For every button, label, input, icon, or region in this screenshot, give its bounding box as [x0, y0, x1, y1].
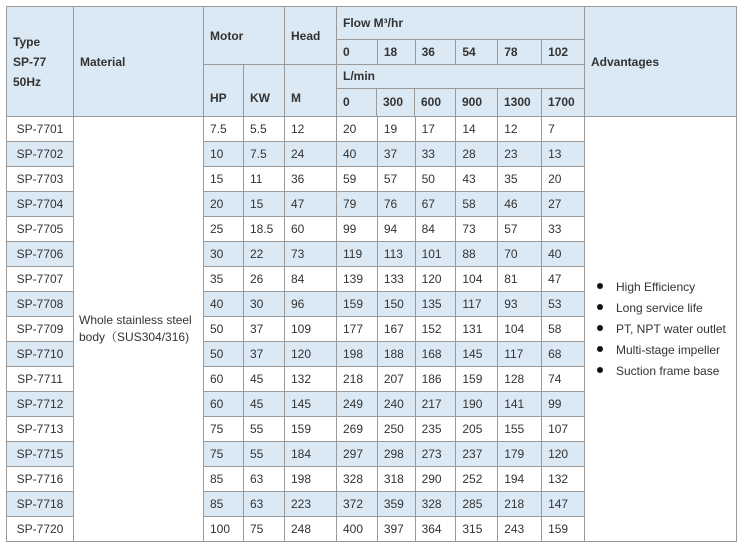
advantage-text: Multi-stage impeller: [616, 342, 721, 357]
head-cell: 132: [285, 367, 337, 392]
flow-lmin-value: 900: [456, 89, 498, 116]
model-cell: SP-7709: [7, 317, 74, 342]
flow-cell: 235: [415, 417, 456, 442]
flow-m3-value: 18: [377, 40, 415, 65]
advantage-text: PT, NPT water outlet: [616, 321, 726, 336]
flow-lmin-value: 0: [337, 89, 377, 116]
flow-cell: 35: [498, 167, 542, 192]
flow-cell: 285: [456, 492, 498, 517]
flow-lmin-value: 600: [415, 89, 456, 116]
type-label: Type: [13, 34, 41, 49]
hp-cell: 10: [204, 142, 244, 167]
series-label: SP-77: [13, 54, 47, 69]
flow-cell: 14: [456, 117, 498, 142]
kw-cell: 11: [244, 167, 285, 192]
frequency-label: 50Hz: [13, 74, 42, 89]
head-cell: 24: [285, 142, 337, 167]
flow-cell: 67: [415, 192, 456, 217]
hp-header: HP: [204, 65, 244, 117]
hp-cell: 60: [204, 367, 244, 392]
flow-cell: 167: [377, 317, 415, 342]
flow-cell: 68: [542, 342, 585, 367]
flow-cell: 17: [415, 117, 456, 142]
flow-cell: 207: [377, 367, 415, 392]
flow-m3-header: Flow M³/hr: [337, 7, 585, 40]
flow-cell: 150: [377, 292, 415, 317]
advantage-item: [597, 340, 736, 361]
flow-cell: 177: [337, 317, 378, 342]
bullet-icon: [597, 304, 603, 310]
flow-cell: 328: [337, 467, 378, 492]
flow-cell: 198: [337, 342, 378, 367]
flow-cell: 37: [377, 142, 415, 167]
flow-cell: 27: [542, 192, 585, 217]
model-cell: SP-7715: [7, 442, 74, 467]
kw-cell: 18.5: [244, 217, 285, 242]
flow-cell: 40: [542, 242, 585, 267]
head-cell: 159: [285, 417, 337, 442]
advantage-item: [597, 277, 736, 298]
flow-cell: 104: [498, 317, 542, 342]
flow-cell: 20: [337, 117, 378, 142]
flow-cell: 159: [542, 517, 585, 542]
flow-cell: 33: [415, 142, 456, 167]
hp-cell: 75: [204, 417, 244, 442]
head-cell: 109: [285, 317, 337, 342]
flow-cell: 13: [542, 142, 585, 167]
head-cell: 84: [285, 267, 337, 292]
model-cell: SP-7702: [7, 142, 74, 167]
flow-cell: 19: [377, 117, 415, 142]
flow-cell: 145: [456, 342, 498, 367]
flow-cell: 298: [377, 442, 415, 467]
kw-cell: 75: [244, 517, 285, 542]
model-cell: SP-7708: [7, 292, 74, 317]
kw-cell: 45: [244, 367, 285, 392]
flow-cell: 372: [337, 492, 378, 517]
flow-cell: 107: [542, 417, 585, 442]
flow-cell: 159: [337, 292, 378, 317]
flow-cell: 113: [377, 242, 415, 267]
head-cell: 12: [285, 117, 337, 142]
flow-cell: 117: [456, 292, 498, 317]
advantages-cell: [585, 117, 737, 542]
model-cell: SP-7701: [7, 117, 74, 142]
flow-cell: 139: [337, 267, 378, 292]
flow-cell: 128: [498, 367, 542, 392]
flow-cell: 218: [337, 367, 378, 392]
flow-cell: 79: [337, 192, 378, 217]
advantages-list: [597, 277, 736, 382]
flow-cell: 152: [415, 317, 456, 342]
flow-cell: 168: [415, 342, 456, 367]
flow-cell: 190: [456, 392, 498, 417]
flow-cell: 120: [542, 442, 585, 467]
flow-cell: 59: [337, 167, 378, 192]
flow-cell: 147: [542, 492, 585, 517]
flow-cell: 74: [542, 367, 585, 392]
hp-cell: 15: [204, 167, 244, 192]
model-cell: SP-7720: [7, 517, 74, 542]
flow-cell: 7: [542, 117, 585, 142]
flow-cell: 50: [415, 167, 456, 192]
flow-cell: 93: [498, 292, 542, 317]
kw-cell: 37: [244, 317, 285, 342]
flow-m3-value: 102: [542, 40, 585, 65]
kw-cell: 22: [244, 242, 285, 267]
head-cell: 47: [285, 192, 337, 217]
flow-m3-value: 78: [498, 40, 542, 65]
flow-cell: 218: [498, 492, 542, 517]
flow-cell: 269: [337, 417, 378, 442]
advantage-item: [597, 319, 736, 340]
hp-cell: 40: [204, 292, 244, 317]
flow-cell: 58: [542, 317, 585, 342]
flow-cell: 53: [542, 292, 585, 317]
flow-cell: 104: [456, 267, 498, 292]
flow-cell: 58: [456, 192, 498, 217]
flow-cell: 315: [456, 517, 498, 542]
flow-cell: 249: [337, 392, 378, 417]
bullet-icon: [597, 346, 603, 352]
flow-cell: 364: [415, 517, 456, 542]
flow-cell: 88: [456, 242, 498, 267]
model-cell: SP-7716: [7, 467, 74, 492]
flow-cell: 57: [377, 167, 415, 192]
model-cell: SP-7704: [7, 192, 74, 217]
flow-cell: 47: [542, 267, 585, 292]
hp-cell: 100: [204, 517, 244, 542]
hp-cell: 25: [204, 217, 244, 242]
flow-cell: 359: [377, 492, 415, 517]
kw-cell: 26: [244, 267, 285, 292]
flow-m3-value: 54: [456, 40, 498, 65]
flow-cell: 57: [498, 217, 542, 242]
flow-cell: 23: [498, 142, 542, 167]
flow-lmin-values: [337, 89, 584, 116]
flow-cell: 101: [415, 242, 456, 267]
head-cell: 223: [285, 492, 337, 517]
m-header: M: [285, 65, 337, 117]
flow-cell: 12: [498, 117, 542, 142]
material-text: Whole stainless steel body（SUS304/316): [79, 313, 192, 344]
head-cell: 120: [285, 342, 337, 367]
flow-cell: 133: [377, 267, 415, 292]
flow-cell: 397: [377, 517, 415, 542]
hp-cell: 35: [204, 267, 244, 292]
flow-cell: 120: [415, 267, 456, 292]
kw-cell: 63: [244, 467, 285, 492]
head-cell: 198: [285, 467, 337, 492]
advantage-text: Suction frame base: [616, 363, 720, 378]
flow-cell: 194: [498, 467, 542, 492]
flow-cell: 28: [456, 142, 498, 167]
head-cell: 36: [285, 167, 337, 192]
head-cell: 73: [285, 242, 337, 267]
flow-cell: 141: [498, 392, 542, 417]
head-header: Head: [285, 7, 337, 65]
flow-cell: 94: [377, 217, 415, 242]
flow-cell: 400: [337, 517, 378, 542]
hp-cell: 85: [204, 467, 244, 492]
bullet-icon: [597, 367, 603, 373]
flow-cell: 328: [415, 492, 456, 517]
flow-cell: 252: [456, 467, 498, 492]
flow-cell: 84: [415, 217, 456, 242]
material-cell: [74, 117, 204, 542]
advantage-item: [597, 361, 736, 382]
flow-cell: 159: [456, 367, 498, 392]
kw-cell: 37: [244, 342, 285, 367]
pump-spec-table: [6, 6, 737, 542]
head-cell: 184: [285, 442, 337, 467]
bullet-icon: [597, 325, 603, 331]
flow-cell: 33: [542, 217, 585, 242]
flow-cell: 205: [456, 417, 498, 442]
hp-cell: 7.5: [204, 117, 244, 142]
material-header: Material: [74, 7, 204, 117]
kw-cell: 5.5: [244, 117, 285, 142]
hp-cell: 50: [204, 342, 244, 367]
advantage-text: High Efficiency: [616, 279, 696, 294]
flow-cell: 273: [415, 442, 456, 467]
model-cell: SP-7710: [7, 342, 74, 367]
flow-cell: 243: [498, 517, 542, 542]
flow-cell: 188: [377, 342, 415, 367]
flow-lmin-value: 1300: [498, 89, 542, 116]
flow-cell: 318: [377, 467, 415, 492]
flow-cell: 76: [377, 192, 415, 217]
flow-lmin-label: L/min: [337, 65, 584, 89]
kw-cell: 63: [244, 492, 285, 517]
flow-lmin-header: [337, 65, 585, 117]
advantages-header: Advantages: [585, 7, 737, 117]
flow-cell: 70: [498, 242, 542, 267]
motor-header: Motor: [204, 7, 285, 65]
head-cell: 248: [285, 517, 337, 542]
flow-cell: 237: [456, 442, 498, 467]
type-header-cell: [7, 7, 74, 117]
kw-cell: 55: [244, 417, 285, 442]
flow-cell: 40: [337, 142, 378, 167]
flow-m3-value: 36: [415, 40, 456, 65]
flow-cell: 179: [498, 442, 542, 467]
bullet-icon: [597, 283, 603, 289]
table-row: [7, 117, 737, 142]
model-cell: SP-7718: [7, 492, 74, 517]
flow-cell: 117: [498, 342, 542, 367]
hp-cell: 20: [204, 192, 244, 217]
flow-cell: 73: [456, 217, 498, 242]
hp-cell: 50: [204, 317, 244, 342]
kw-cell: 15: [244, 192, 285, 217]
model-cell: SP-7703: [7, 167, 74, 192]
flow-cell: 99: [542, 392, 585, 417]
model-cell: SP-7705: [7, 217, 74, 242]
flow-cell: 186: [415, 367, 456, 392]
flow-cell: 43: [456, 167, 498, 192]
hp-cell: 60: [204, 392, 244, 417]
head-cell: 60: [285, 217, 337, 242]
flow-cell: 46: [498, 192, 542, 217]
kw-cell: 30: [244, 292, 285, 317]
flow-cell: 132: [542, 467, 585, 492]
hp-cell: 75: [204, 442, 244, 467]
flow-lmin-value: 300: [377, 89, 415, 116]
flow-cell: 155: [498, 417, 542, 442]
flow-cell: 290: [415, 467, 456, 492]
hp-cell: 30: [204, 242, 244, 267]
flow-cell: 99: [337, 217, 378, 242]
flow-cell: 217: [415, 392, 456, 417]
spec-table-container: [6, 6, 737, 542]
flow-cell: 20: [542, 167, 585, 192]
model-cell: SP-7712: [7, 392, 74, 417]
flow-cell: 240: [377, 392, 415, 417]
advantage-item: [597, 298, 736, 319]
flow-cell: 119: [337, 242, 378, 267]
head-cell: 145: [285, 392, 337, 417]
kw-cell: 45: [244, 392, 285, 417]
flow-m3-value: 0: [337, 40, 378, 65]
head-cell: 96: [285, 292, 337, 317]
flow-cell: 135: [415, 292, 456, 317]
flow-lmin-value: 1700: [548, 95, 575, 109]
flow-cell: 297: [337, 442, 378, 467]
model-cell: SP-7711: [7, 367, 74, 392]
model-cell: SP-7707: [7, 267, 74, 292]
flow-cell: 131: [456, 317, 498, 342]
hp-cell: 85: [204, 492, 244, 517]
kw-cell: 55: [244, 442, 285, 467]
advantage-text: Long service life: [616, 300, 703, 315]
flow-cell: 81: [498, 267, 542, 292]
model-cell: SP-7706: [7, 242, 74, 267]
kw-header: KW: [244, 65, 285, 117]
model-cell: SP-7713: [7, 417, 74, 442]
flow-cell: 250: [377, 417, 415, 442]
kw-cell: 7.5: [244, 142, 285, 167]
